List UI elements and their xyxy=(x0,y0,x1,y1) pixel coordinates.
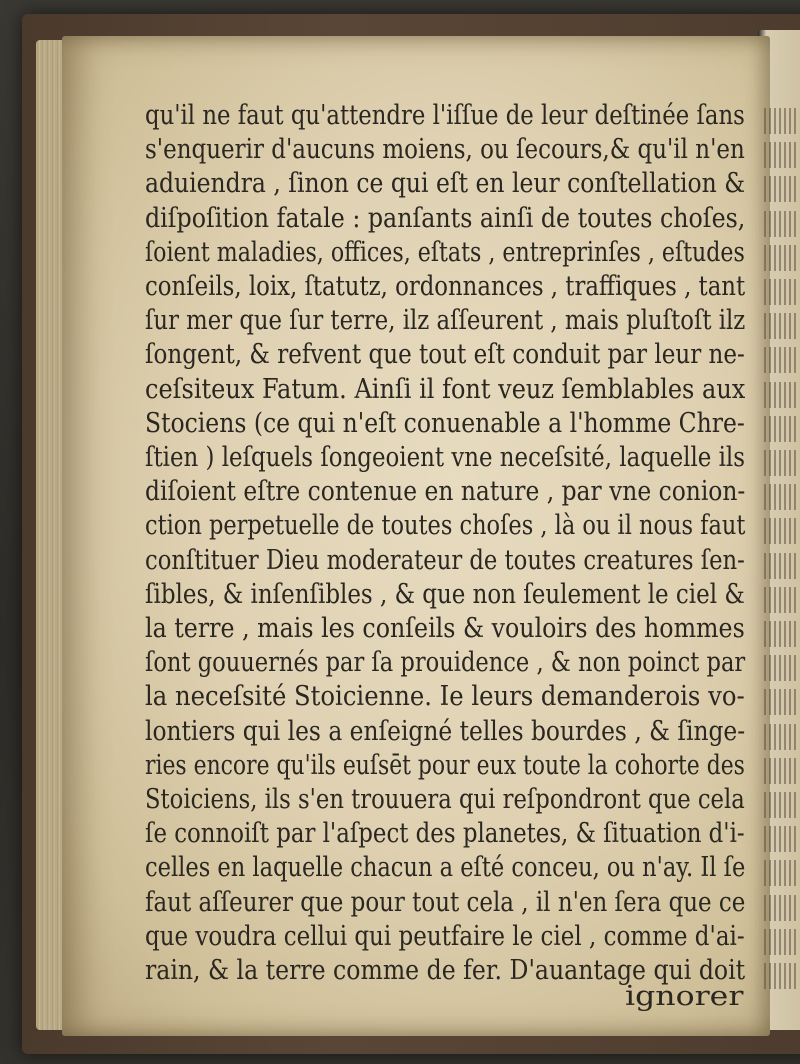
facing-page-text-fragment xyxy=(764,895,798,921)
text-line: conſeils, loix, ſtatutz, ordonnances , traffiques , tant xyxy=(145,271,746,302)
facing-page-text-fragment xyxy=(764,313,798,339)
facing-page-text-fragment xyxy=(764,176,798,202)
text-line: ſongent, & refvent que tout eſt conduit par leur ne- xyxy=(145,339,745,371)
text-line: conſtituer Dieu moderateur de toutes creatures ſen- xyxy=(145,544,745,576)
facing-page-text-fragment xyxy=(764,689,798,715)
facing-page-text-fragment xyxy=(764,518,798,544)
text-line: ſur mer que ſur terre, ilz aſſeurent , mais pluſtoſt ilz xyxy=(145,305,746,337)
text-line: lontiers qui les a enſeigné telles bourdes , & ſinge- xyxy=(145,715,746,747)
facing-page-text-fragment xyxy=(764,621,798,647)
facing-page-text-fragment xyxy=(764,347,798,373)
text-line: s'enquerir d'aucuns moiens, ou ſecours,& qu'il n'en xyxy=(145,134,745,166)
facing-page-text-fragment xyxy=(764,211,798,237)
facing-page-text-fragment xyxy=(764,484,798,510)
catchword: ignorer xyxy=(625,981,744,1012)
text-line: ceſsiteux Fatum. Ainſi il font veuz ſemblables aux xyxy=(145,373,746,405)
text-line: rain, & la terre comme de fer. D'auantage qui doit xyxy=(145,955,746,986)
text-line: que voudra cellui qui peutfaire le ciel , comme d'ai- xyxy=(145,920,745,952)
text-line: celles en laquelle chacun a eſté conceu, ou n'ay. Il ſe xyxy=(145,852,746,884)
text-line: qu'il ne faut qu'attendre l'iſſue de leur deſtinée ſans xyxy=(145,100,745,131)
facing-page-text-fragment xyxy=(764,108,798,134)
text-line: faut aſſeurer que pour tout cela , il n'en ſera que ce xyxy=(145,886,746,918)
text-line: diſoient eſtre contenue en nature , par vne conion- xyxy=(145,476,746,508)
text-line: aduiendra , ſinon ce qui eſt en leur conſtellation & xyxy=(145,168,746,200)
facing-page-text-fragment xyxy=(764,860,798,886)
facing-page-text-fragment xyxy=(764,655,798,681)
text-line: ſoient maladies, offices, eſtats , entreprinſes , eſtudes xyxy=(145,236,745,268)
facing-page-text-fragment xyxy=(764,450,798,476)
facing-page-text-fragment xyxy=(764,587,798,613)
facing-page-text-fragment xyxy=(764,279,798,305)
text-line: diſpoſition fatale : panſants ainſi de toutes choſes, xyxy=(145,202,746,234)
text-line: ſibles, & inſenſibles , & que non ſeulement le ciel & xyxy=(145,578,745,610)
text-line: la terre , mais les conſeils & vouloirs des hommes xyxy=(145,613,745,644)
facing-page-text-fragment xyxy=(764,929,798,955)
facing-page-text-fragment xyxy=(764,416,798,442)
facing-page-text-fragment xyxy=(764,724,798,750)
facing-page-text-fragment xyxy=(764,792,798,818)
facing-page-text-fragment xyxy=(764,142,798,168)
facing-page-text-fragment xyxy=(764,758,798,784)
text-line: ſont gouuernés par ſa prouidence , & non poinct par xyxy=(145,647,746,679)
text-line: la neceſsité Stoicienne. Ie leurs demanderois vo- xyxy=(145,681,745,713)
facing-page-text-fragment xyxy=(764,826,798,852)
text-line: ries encore qu'ils euſsēt pour eux toute la cohorte des xyxy=(145,749,745,781)
facing-page-text-fragment xyxy=(764,553,798,579)
text-line: Stoiciens, ils s'en trouuera qui reſpondront que cela xyxy=(145,784,745,815)
text-line: ſtien ) leſquels ſongeoient vne neceſsité, laquelle ils xyxy=(145,442,745,473)
text-line: ſe connoiſt par l'aſpect des planetes, & ſituation d'i- xyxy=(145,818,745,850)
text-line: ction perpetuelle de toutes choſes , là ou il nous faut xyxy=(145,510,746,542)
text-line: Stociens (ce qui n'eſt conuenable a l'homme Chre- xyxy=(145,407,745,439)
facing-page-text-fragment xyxy=(764,382,798,408)
facing-page-text-fragment xyxy=(764,245,798,271)
facing-page-text-fragment xyxy=(764,963,798,989)
